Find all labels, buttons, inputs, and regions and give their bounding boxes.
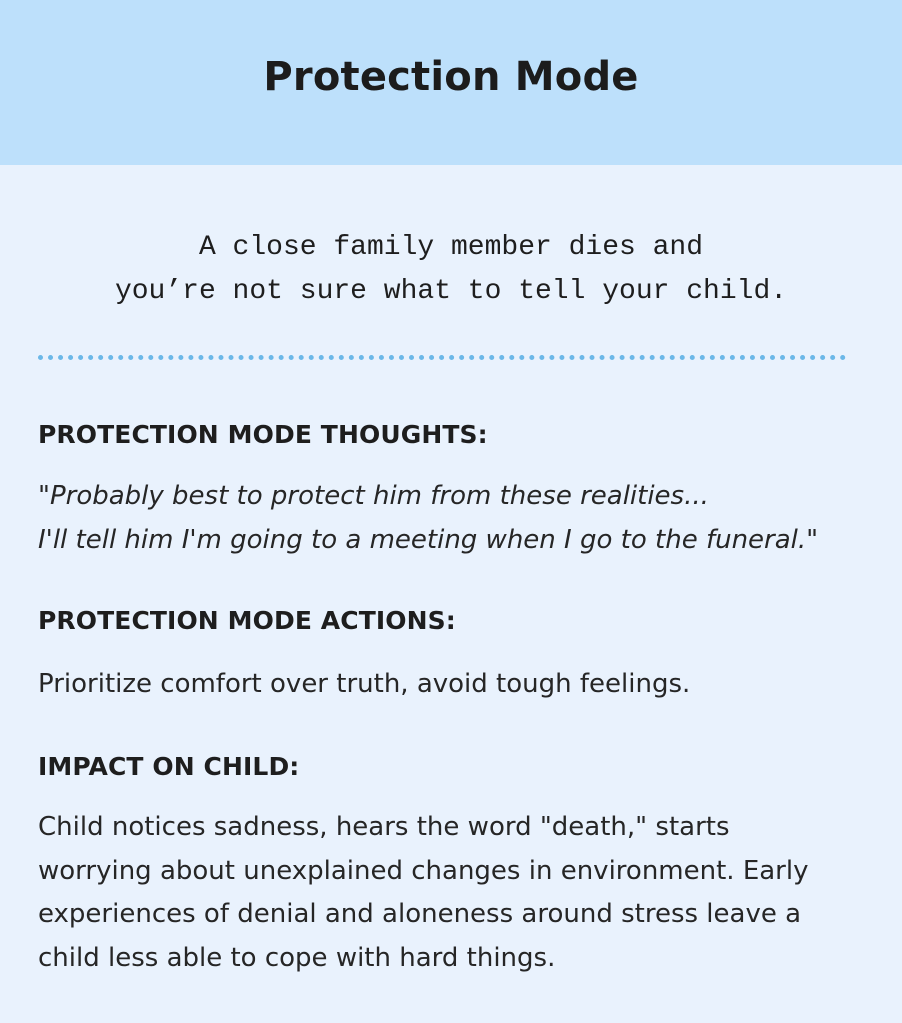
thoughts-line: "Probably best to protect him from these realities... (38, 481, 709, 511)
actions-heading: PROTECTION MODE ACTIONS: (38, 606, 456, 635)
thoughts-heading: PROTECTION MODE THOUGHTS: (38, 420, 488, 449)
thoughts-line: I'll tell him I'm going to a meeting when I go to the funeral." (38, 525, 819, 555)
impact-text (38, 806, 868, 980)
impact-line: child less able to cope with hard things. (38, 942, 556, 973)
impact-line: Child notices sadness, hears the word "death," starts (38, 812, 730, 842)
dotted-divider (38, 355, 846, 360)
scenario-text (0, 226, 902, 314)
thoughts-quote (38, 474, 868, 562)
scenario-line: A close family member dies and (198, 232, 704, 263)
scenario-line: you’re not sure what to tell your child. (114, 276, 788, 307)
impact-line: worrying about unexplained changes in environment. Early (38, 855, 809, 886)
impact-line: experiences of denial and aloneness around stress leave a (38, 899, 802, 929)
actions-line: Prioritize comfort over truth, avoid tough feelings. (38, 669, 691, 699)
page-title: Protection Mode (263, 53, 639, 100)
impact-heading: IMPACT ON CHILD: (38, 752, 300, 781)
actions-text (38, 662, 868, 706)
header-banner (0, 0, 902, 165)
